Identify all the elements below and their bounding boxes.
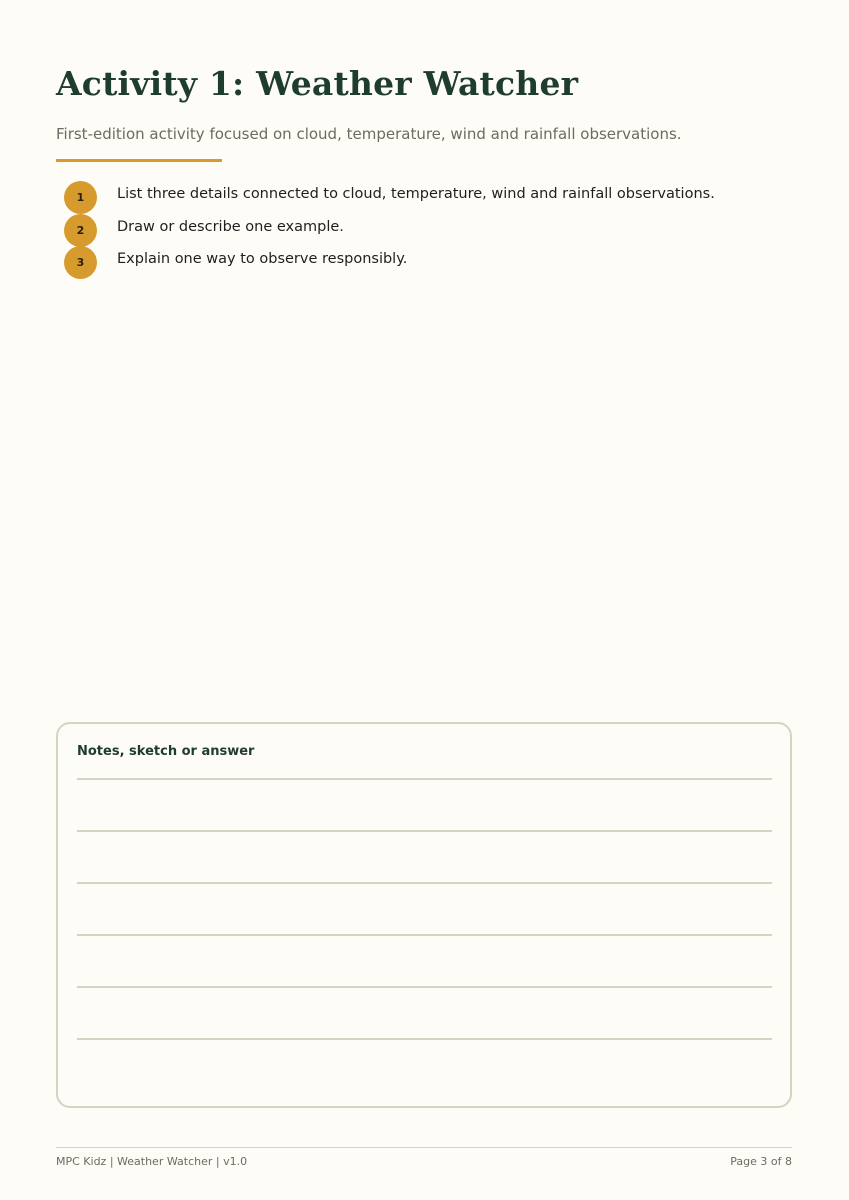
footer-page-number: Page 3 of 8 (730, 1155, 792, 1168)
writing-line (77, 1038, 772, 1040)
step-text: Explain one way to observe responsibly. (117, 251, 408, 267)
step-item (64, 181, 804, 214)
step-item (64, 214, 804, 247)
step-number-badge: 1 (64, 181, 97, 214)
step-number-badge: 3 (64, 246, 97, 279)
notes-title: Notes, sketch or answer (77, 744, 255, 759)
writing-line (77, 986, 772, 988)
writing-line (77, 882, 772, 884)
footer-document-info: MPC Kidz | Weather Watcher | v1.0 (56, 1155, 248, 1168)
step-item (64, 246, 804, 279)
writing-line (77, 830, 772, 832)
footer-divider (56, 1147, 792, 1148)
notes-box[interactable] (56, 722, 792, 1108)
page-subtitle: First-edition activity focused on cloud, temperature, wind and rainfall observations. (56, 125, 682, 143)
writing-line (77, 934, 772, 936)
step-text: Draw or describe one example. (117, 218, 344, 235)
step-text: List three details connected to cloud, temperature, wind and rainfall observations. (117, 186, 715, 202)
page-title: Activity 1: Weather Watcher (56, 64, 579, 103)
step-number-badge: 2 (64, 214, 97, 247)
writing-line (77, 778, 772, 780)
accent-divider (56, 159, 222, 162)
steps-list (64, 181, 804, 279)
